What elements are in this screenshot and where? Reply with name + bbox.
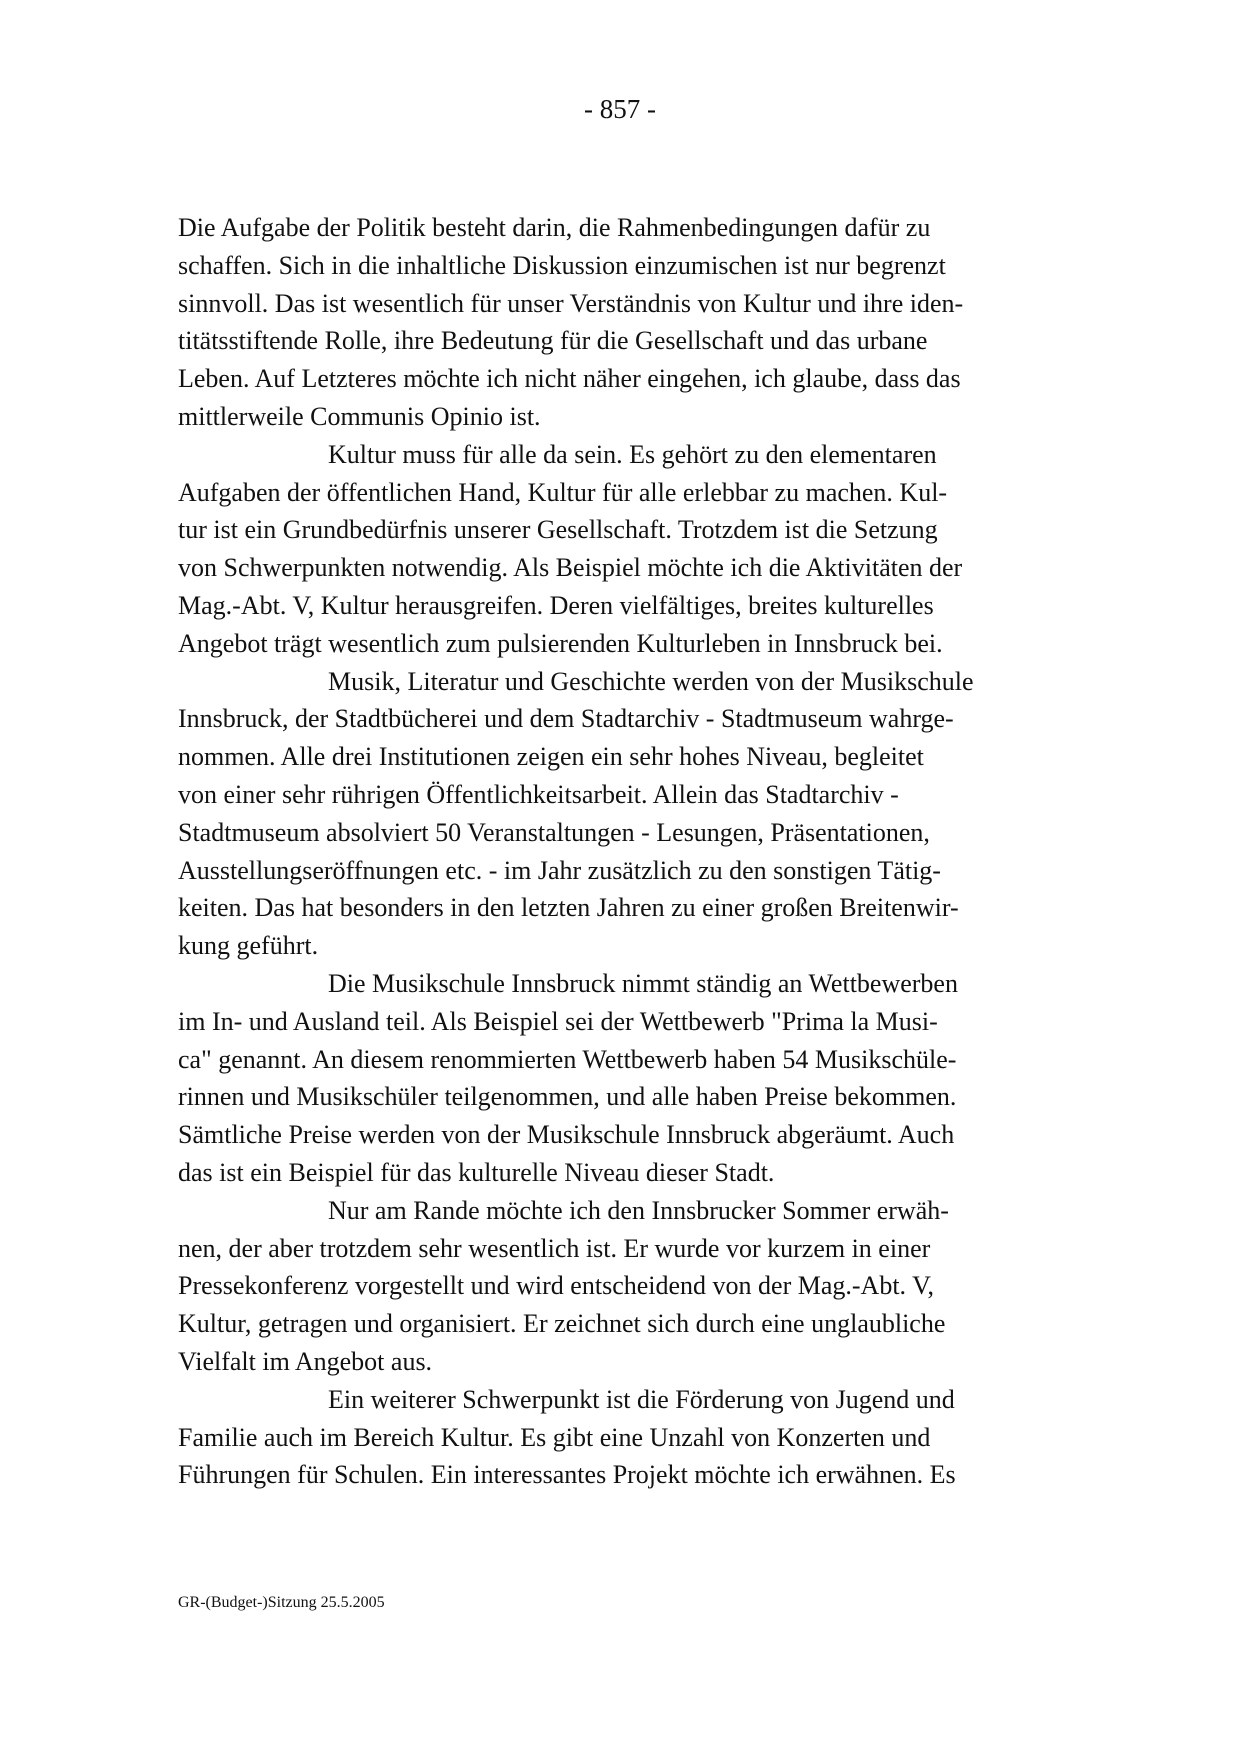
body-text: [178, 209, 1078, 1494]
text-line: Sämtliche Preise werden von der Musikschule Innsbruck abgeräumt. Auch: [178, 1120, 955, 1150]
text-line: nen, der aber trotzdem sehr wesentlich ist. Er wurde vor kurzem in einer: [178, 1233, 931, 1263]
text-line: Ausstellungseröffnungen etc. - im Jahr zusätzlich zu den sonstigen Tätig-: [178, 855, 941, 885]
text-line: Kultur, getragen und organisiert. Er zeichnet sich durch eine unglaubliche: [178, 1309, 946, 1339]
text-line: rinnen und Musikschüler teilgenommen, und alle haben Preise bekommen.: [178, 1082, 957, 1112]
text-line: Die Aufgabe der Politik besteht darin, die Rahmenbedingungen dafür zu: [178, 213, 931, 242]
text-line: Innsbruck, der Stadtbücherei und dem Stadtarchiv - Stadtmuseum wahrge-: [178, 704, 954, 734]
text-line: Musik, Literatur und Geschichte werden von der Musikschule: [328, 666, 974, 696]
text-line: im In- und Ausland teil. Als Beispiel sei der Wettbewerb "Prima la Musi-: [178, 1006, 938, 1036]
text-line: von Schwerpunkten notwendig. Als Beispiel möchte ich die Aktivitäten der: [178, 553, 963, 583]
footer-session-date: GR-(Budget-)Sitzung 25.5.2005: [178, 1594, 385, 1611]
text-line: schaffen. Sich in die inhaltliche Diskussion einzumischen ist nur begrenzt: [178, 250, 946, 280]
text-line: von einer sehr rührigen Öffentlichkeitsarbeit. Allein das Stadtarchiv -: [178, 779, 899, 809]
text-line: tur ist ein Grundbedürfnis unserer Gesellschaft. Trotzdem ist die Setzung: [178, 515, 938, 545]
text-line: keiten. Das hat besonders in den letzten Jahren zu einer großen Breitenwir-: [178, 893, 959, 923]
text-line: titätsstiftende Rolle, ihre Bedeutung für die Gesellschaft und das urbane: [178, 326, 928, 356]
text-line: nommen. Alle drei Institutionen zeigen ein sehr hohes Niveau, begleitet: [178, 742, 924, 772]
text-line: Ein weiterer Schwerpunkt ist die Förderung von Jugend und: [328, 1384, 955, 1414]
text-line: sinnvoll. Das ist wesentlich für unser Verständnis von Kultur und ihre iden-: [178, 288, 964, 318]
text-line: Angebot trägt wesentlich zum pulsierenden Kulturleben in Innsbruck bei.: [178, 628, 943, 658]
text-line: Aufgaben der öffentlichen Hand, Kultur für alle erlebbar zu machen. Kul-: [178, 477, 948, 507]
text-line: das ist ein Beispiel für das kulturelle Niveau dieser Stadt.: [178, 1157, 775, 1187]
text-line: mittlerweile Communis Opinio ist.: [178, 401, 541, 431]
text-line: Vielfalt im Angebot aus.: [178, 1346, 433, 1376]
text-line: Kultur muss für alle da sein. Es gehört zu den elementaren: [328, 439, 937, 469]
page-number: - 857 -: [584, 94, 656, 124]
text-line: kung geführt.: [178, 931, 319, 961]
text-line: Führungen für Schulen. Ein interessantes Projekt möchte ich erwähnen. Es: [178, 1460, 956, 1490]
text-line: ca" genannt. An diesem renommierten Wettbewerb haben 54 Musikschüle-: [178, 1044, 957, 1074]
text-line: Die Musikschule Innsbruck nimmt ständig an Wettbewerben: [328, 968, 958, 998]
text-line: Mag.-Abt. V, Kultur herausgreifen. Deren vielfältiges, breites kulturelles: [178, 590, 934, 620]
text-line: Nur am Rande möchte ich den Innsbrucker Sommer erwäh-: [328, 1195, 949, 1225]
text-line: Familie auch im Bereich Kultur. Es gibt eine Unzahl von Konzerten und: [178, 1422, 931, 1452]
text-line: Leben. Auf Letzteres möchte ich nicht näher eingehen, ich glaube, dass das: [178, 364, 961, 394]
text-line: Stadtmuseum absolviert 50 Veranstaltungen - Lesungen, Präsentationen,: [178, 817, 930, 847]
text-line: Pressekonferenz vorgestellt und wird entscheidend von der Mag.-Abt. V,: [178, 1271, 935, 1301]
